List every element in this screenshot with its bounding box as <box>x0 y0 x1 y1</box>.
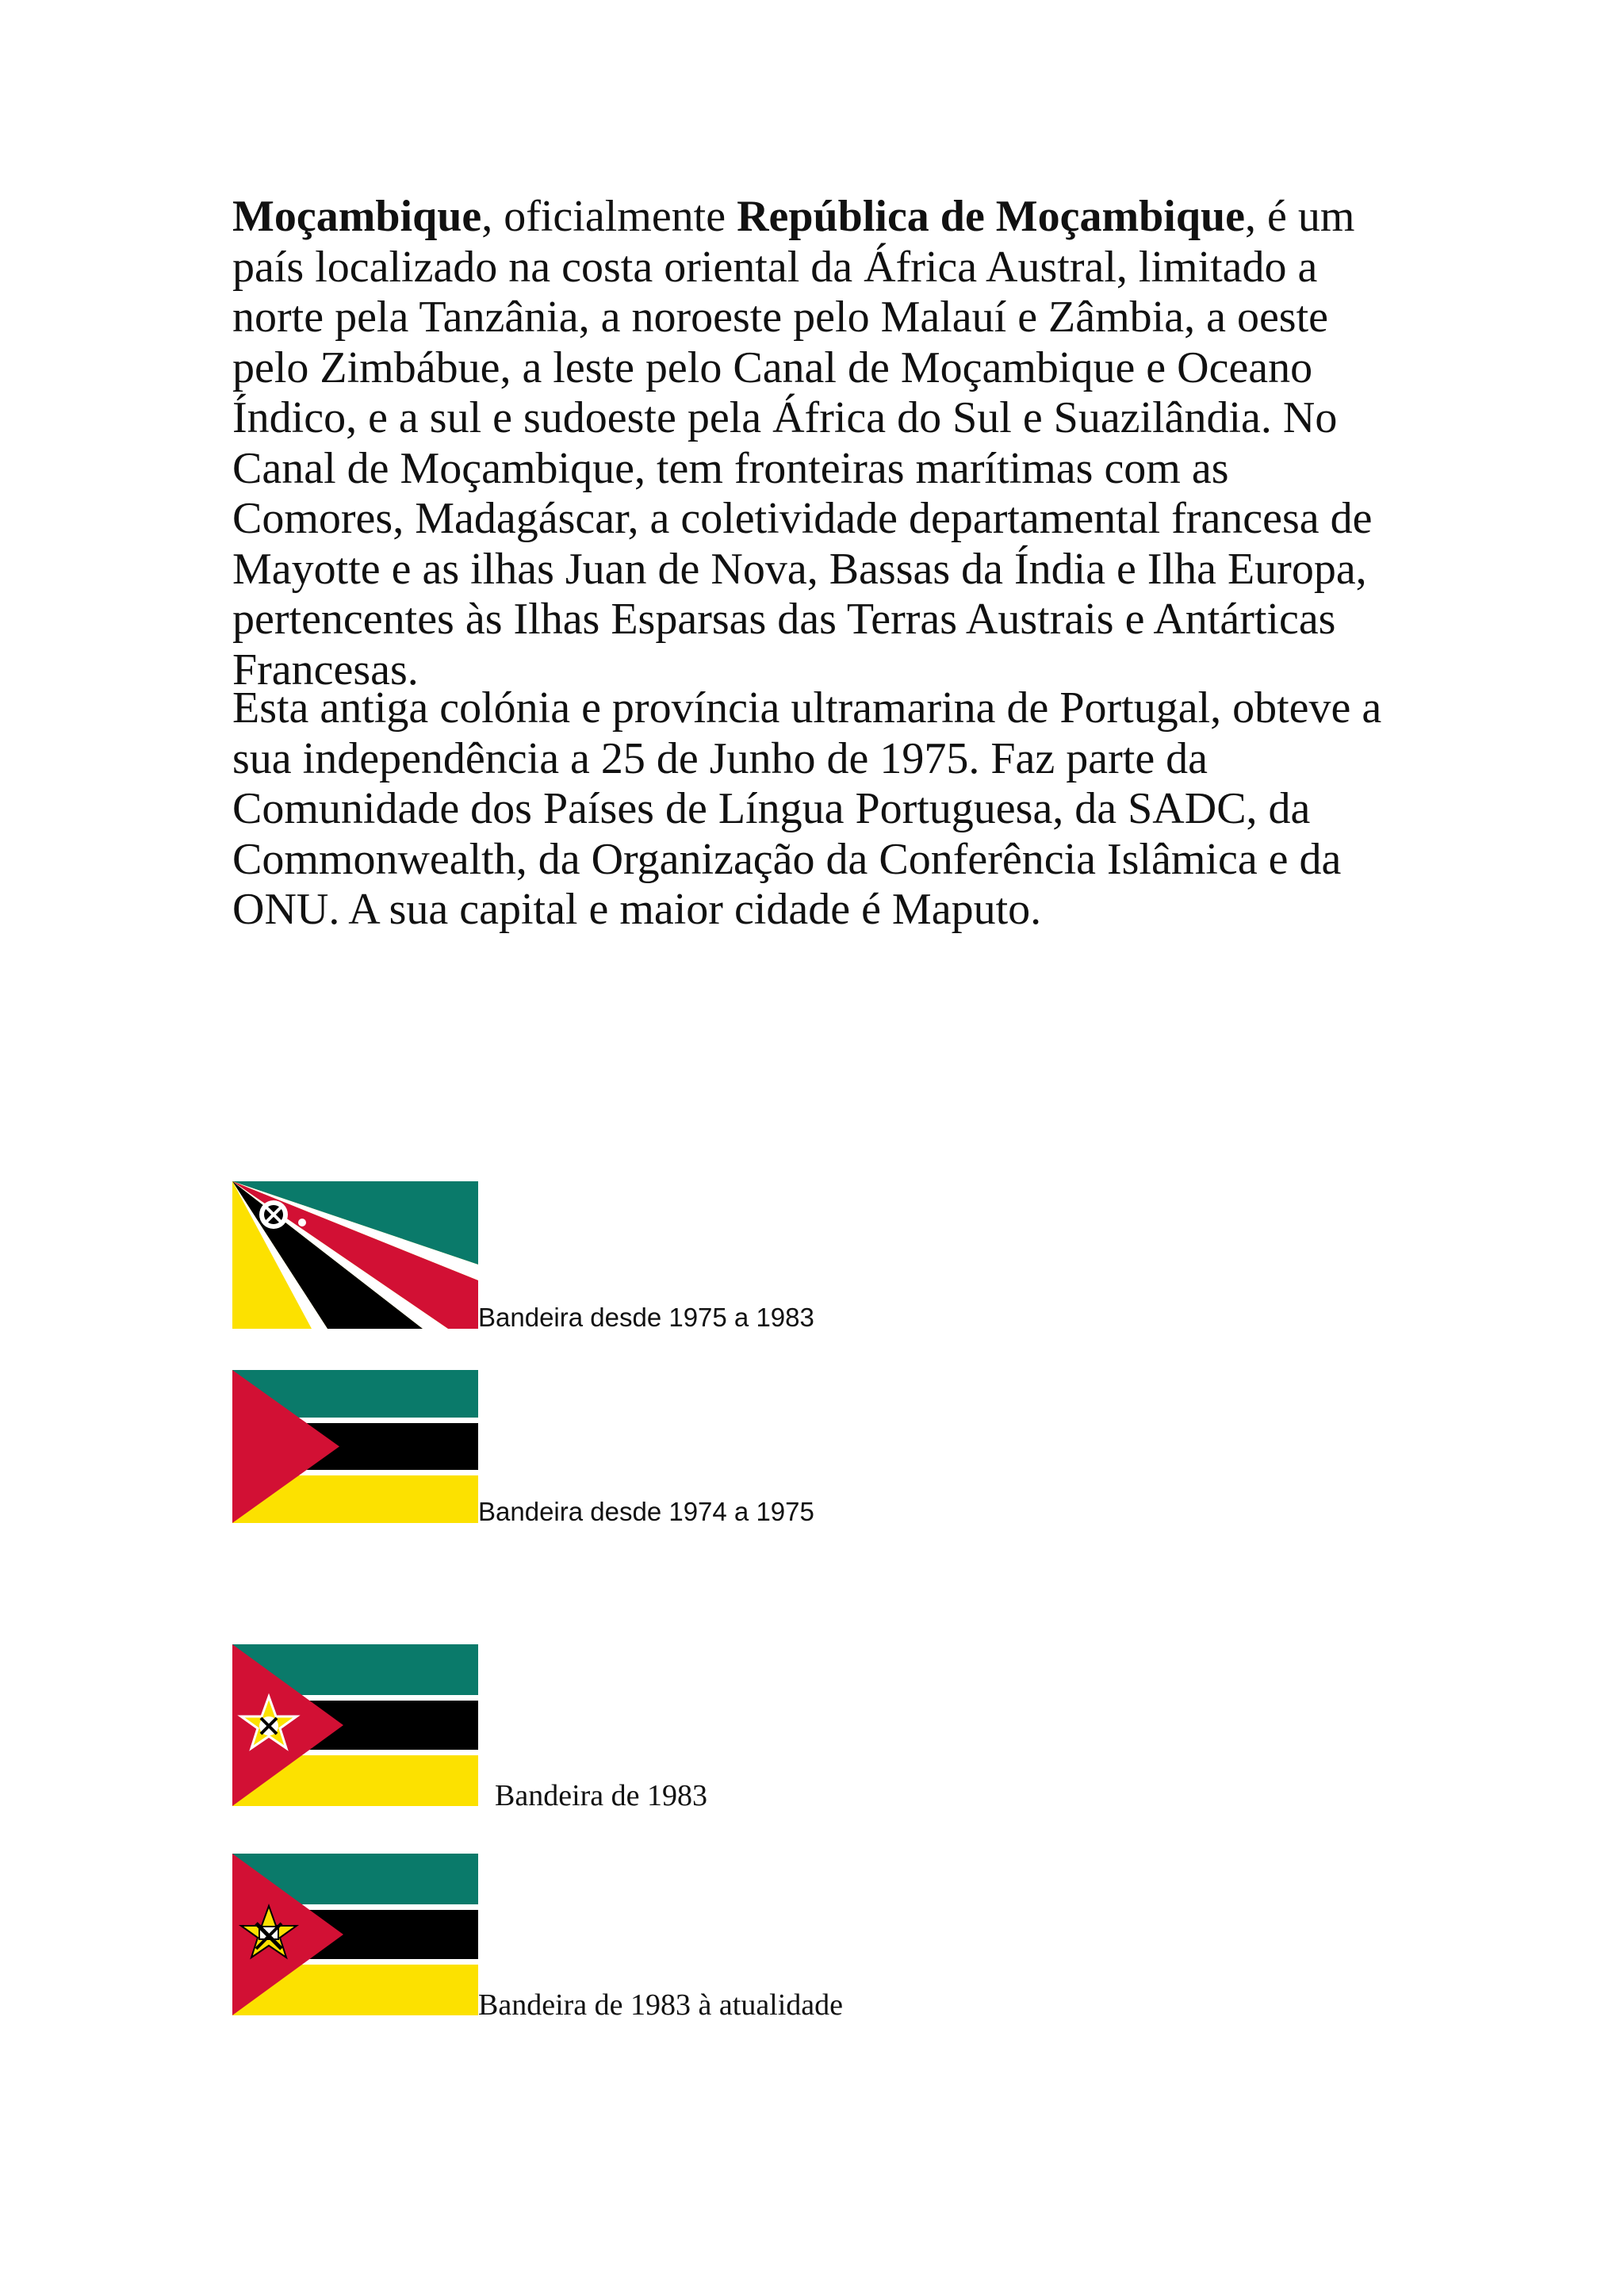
mozambique-flag-1983-icon <box>232 1644 478 1806</box>
paragraph-text: , é um país localizado na costa oriental da África Austral, limitado a norte pela Tanzânia, a noroeste pelo Malauí e Zâmbia, a oeste pelo Zimbábue, a leste pelo Canal de Moçambique e Oceano Índico, e a sul e sudoeste pela África do Sul e Suazilândia. No Canal de Moçambique, tem fronteiras marítimas com as Comores, Madagáscar, a coletividade departamental francesa de Mayotte e as ilhas Juan de Nova, Bassas da Índia e Ilha Europa, pertencentes às Ilhas Esparsas das Terras Austrais e Antárticas Francesas. <box>232 192 1373 695</box>
flag-caption: Bandeira de 1983 <box>495 1779 708 1812</box>
mozambique-flag-1975-1983-icon <box>232 1181 478 1329</box>
paragraph-text: Esta antiga colónia e província ultramarina de Portugal, obteve a sua independência a 25 de Junho de 1975. Faz parte da Comunidade dos Países de Língua Portuguesa, da SADC, da Commonwealth, da Organização da Conferência Islâmica e da ONU. A sua capital e maior cidade é Maputo. <box>232 683 1382 934</box>
paragraph-text: , oficialmente <box>481 192 737 241</box>
flag-caption: Bandeira desde 1974 a 1975 <box>478 1497 814 1526</box>
flag-caption: Bandeira desde 1975 a 1983 <box>478 1303 814 1332</box>
country-name: Moçambique <box>232 192 482 241</box>
intro-paragraph <box>232 192 1398 695</box>
official-name: República de Moçambique <box>737 192 1246 241</box>
mozambique-flag-current-icon <box>232 1854 478 2015</box>
mozambique-flag-1974-1975-icon <box>232 1370 478 1523</box>
flag-caption: Bandeira de 1983 à atualidade <box>478 1988 844 2022</box>
history-paragraph <box>232 683 1398 936</box>
